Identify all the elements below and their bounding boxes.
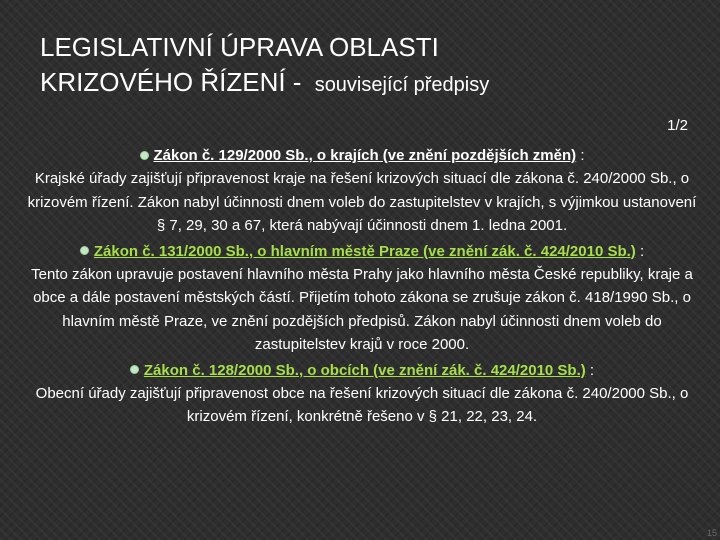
title-line-2 <box>40 65 680 103</box>
title-subtitle: související předpisy <box>314 74 490 96</box>
law-suffix: : <box>635 242 645 260</box>
law-heading <box>20 240 704 263</box>
law-item-kraje <box>20 144 704 238</box>
bullet-icon <box>130 365 139 374</box>
bullet-icon <box>80 246 89 255</box>
bullet-icon <box>140 151 149 160</box>
law-item-obce <box>20 359 704 429</box>
law-link-129-2000[interactable]: Zákon č. 129/2000 Sb., o krajích (ve znění pozdějších změn) <box>153 147 577 164</box>
law-description: Obecní úřady zajišťují připravenost obce na řešení krizových situací dle zákona č. 240/2000 Sb., o krizovém řízení, konkrétně řešeno v § 21, 22, 23, 24. <box>35 384 689 425</box>
law-description: Krajské úřady zajišťují připravenost kraje na řešení krizových situací dle zákona č. 240/2000 Sb., o krizovém řízení. Zákon nabyl účinnosti dnem voleb do zastupitelstev v krajích, s výjimkou ustanovení § 7, 29, 30 a 67, která nabývají účinnosti dnem 1. ledna 2001. <box>27 170 697 234</box>
law-description: Tento zákon upravuje postavení hlavního města Prahy jako hlavního města České republiky, kraje a obce a dále postavení městských částí. Přijetím tohoto zákona se zrušuje zákon č. 418/1990 Sb., o hlavním městě Praze, ve znění pozdějších předpisů. Zákon nabyl účinnosti dnem voleb do zastupitelstev krajů v roce 2000. <box>31 265 693 353</box>
page-indicator: 1/2 <box>667 117 688 134</box>
law-suffix: : <box>576 147 585 164</box>
title-dash: - <box>285 67 309 97</box>
law-item-praha <box>20 240 704 357</box>
slide-title <box>40 30 680 103</box>
title-main-part: KRIZOVÉHO ŘÍZENÍ <box>40 67 286 97</box>
law-link-128-2000[interactable]: Zákon č. 128/2000 Sb., o obcích (ve znění zák. č. 424/2010 Sb.) <box>143 361 586 379</box>
law-heading <box>20 359 704 382</box>
law-suffix: : <box>585 361 595 379</box>
slide-number: 15 <box>706 528 717 538</box>
law-list <box>20 144 704 431</box>
law-link-131-2000[interactable]: Zákon č. 131/2000 Sb., o hlavním městě Praze (ve znění zák. č. 424/2010 Sb.) <box>93 242 636 260</box>
law-heading <box>20 144 704 167</box>
title-line-1: LEGISLATIVNÍ ÚPRAVA OBLASTI <box>40 32 439 62</box>
